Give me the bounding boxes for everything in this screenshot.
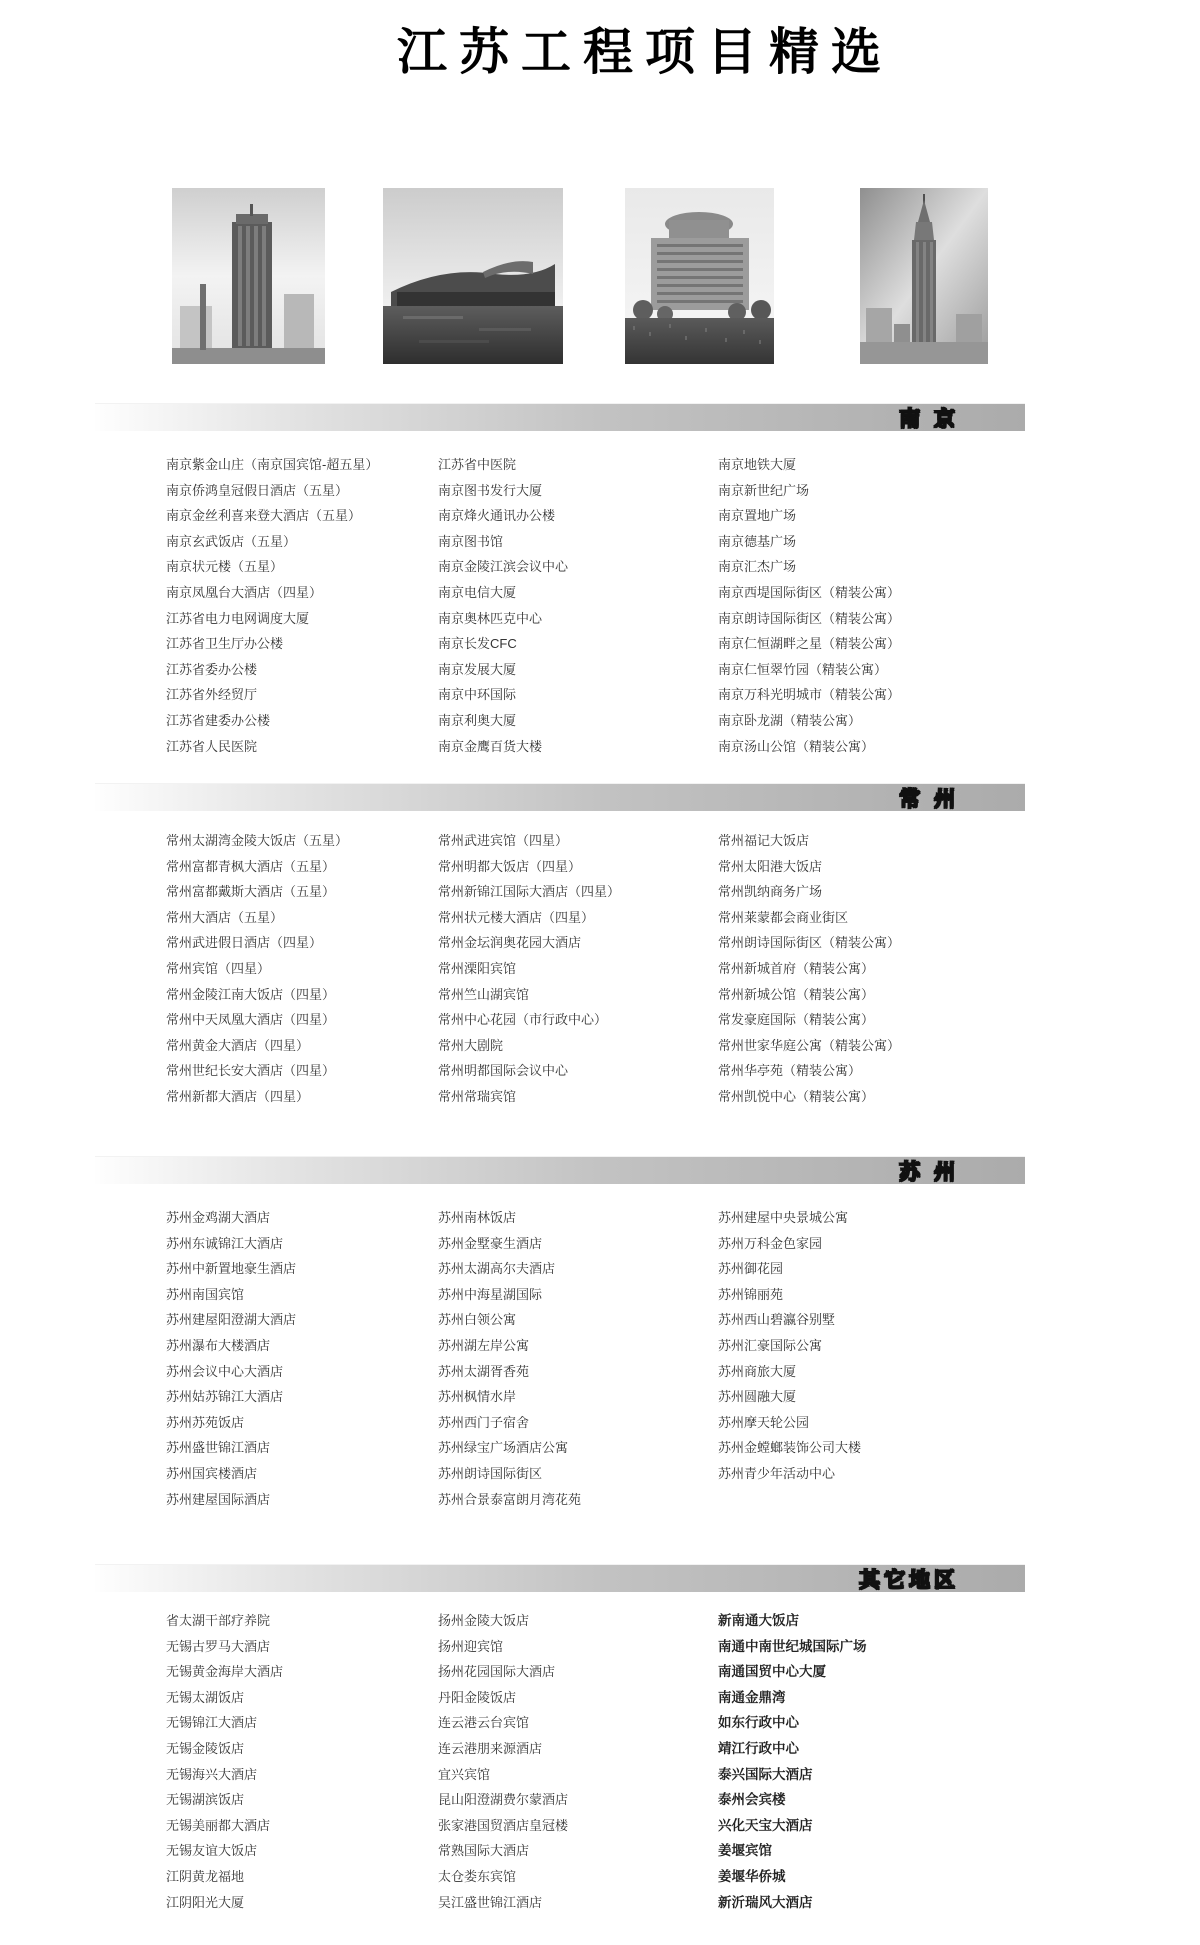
project-item: 无锡友谊大饭店: [166, 1843, 258, 1859]
section-title: 苏 州: [899, 1160, 959, 1184]
project-item: 连云港云台宾馆: [438, 1715, 530, 1731]
project-item: 南京汇杰广场: [718, 559, 797, 575]
project-item: 苏州万科金色家园: [718, 1235, 823, 1251]
project-item: 常州世家华庭公寓（精装公寓）: [718, 1037, 901, 1053]
project-item: 常州新城公馆（精装公寓）: [718, 986, 875, 1002]
project-item: 苏州太湖胥香苑: [438, 1363, 530, 1379]
project-item: 泰兴国际大酒店: [718, 1766, 813, 1782]
project-item: 南京发展大厦: [438, 661, 517, 677]
project-item: 苏州建屋国际酒店: [166, 1491, 271, 1507]
project-item: 苏州南国宾馆: [166, 1286, 245, 1302]
project-item: 南京仁恒翠竹园（精装公寓）: [718, 661, 888, 677]
project-item: 常州朗诗国际街区（精装公寓）: [718, 935, 901, 951]
project-item: 无锡锦江大酒店: [166, 1715, 258, 1731]
project-item: 苏州朗诗国际街区: [438, 1465, 543, 1481]
project-item: 南通金鼎湾: [718, 1689, 786, 1705]
project-column: [718, 1608, 990, 1915]
project-item: 苏州南林饭店: [438, 1210, 517, 1225]
project-item: 南京仁恒湖畔之星（精装公寓）: [718, 636, 901, 652]
section-header-bar: [95, 783, 1025, 811]
project-column: [166, 1205, 438, 1512]
project-item: 江苏省中医院: [438, 457, 517, 472]
project-item: 苏州绿宝广场酒店公寓: [438, 1440, 569, 1456]
project-item: 常州凯纳商务广场: [718, 884, 823, 900]
project-item: 苏州御花园: [718, 1261, 784, 1277]
spire-skyscraper-illustration: [860, 188, 988, 364]
project-item: 常州富都青枫大酒店（五星）: [166, 858, 336, 874]
project-item: 太仓娄东宾馆: [438, 1868, 517, 1884]
project-item: 常州大剧院: [438, 1037, 504, 1053]
project-item: 常州金陵江南大饭店（四星）: [166, 986, 336, 1002]
project-item: 丹阳金陵饭店: [438, 1689, 517, 1705]
project-item: 南京状元楼（五星）: [166, 559, 284, 575]
project-item: 常州太湖湾金陵大饭店（五星）: [166, 833, 349, 848]
project-item: 南京汤山公馆（精装公寓）: [718, 738, 875, 754]
hotel-tower-illustration: [625, 188, 774, 364]
project-item: 常州华亭苑（精装公寓）: [718, 1063, 862, 1079]
project-item: 常州明都大饭店（四星）: [438, 858, 582, 874]
section-header-bar: [95, 1156, 1025, 1184]
project-item: 苏州盛世锦江酒店: [166, 1440, 271, 1456]
project-item: 苏州中海星湖国际: [438, 1286, 543, 1302]
project-item: 扬州金陵大饭店: [438, 1613, 530, 1628]
project-item: 苏州摩天轮公园: [718, 1414, 810, 1430]
project-column: [718, 1205, 990, 1487]
project-item: 泰州会宾楼: [718, 1792, 786, 1808]
project-item: 南京电信大厦: [438, 584, 517, 600]
project-item: 南京凤凰台大酒店（四星）: [166, 584, 323, 600]
project-item: 苏州瀑布大楼酒店: [166, 1337, 271, 1353]
project-item: 南京朗诗国际街区（精装公寓）: [718, 610, 901, 626]
page-title: 江苏工程项目精选: [397, 24, 893, 80]
project-item: 苏州建屋阳澄湖大酒店: [166, 1312, 297, 1328]
project-item: 苏州枫情水岸: [438, 1389, 517, 1405]
project-item: 南京新世纪广场: [718, 482, 810, 498]
project-item: 江苏省委办公楼: [166, 661, 258, 677]
project-item: 无锡金陵饭店: [166, 1740, 245, 1756]
project-column: [166, 1608, 438, 1915]
project-item: 苏州中新置地豪生酒店: [166, 1261, 297, 1277]
project-item: 江苏省建委办公楼: [166, 712, 271, 728]
project-item: 兴化天宝大酒店: [718, 1817, 813, 1833]
office-tower-illustration: [172, 188, 325, 364]
project-item: 南京长发CFC: [438, 636, 517, 652]
project-item: 姜堰宾馆: [718, 1843, 772, 1859]
project-item: 苏州建屋中央景城公寓: [718, 1210, 849, 1225]
project-item: 苏州西门子宿舍: [438, 1414, 530, 1430]
project-item: 南京置地广场: [718, 508, 797, 524]
project-item: 连云港朋来源酒店: [438, 1740, 543, 1756]
project-item: 南京金陵江滨会议中心: [438, 559, 569, 575]
project-column: [166, 452, 438, 759]
project-item: 南京玄武饭店（五星）: [166, 533, 297, 549]
project-item: 常州中心花园（市行政中心）: [438, 1012, 608, 1028]
project-item: 南京卧龙湖（精装公寓）: [718, 712, 862, 728]
project-item: 常州宾馆（四星）: [166, 960, 271, 976]
project-item: 南京西堤国际街区（精装公寓）: [718, 584, 901, 600]
project-item: 苏州金螳螂装饰公司大楼: [718, 1440, 862, 1456]
project-item: 南京奥林匹克中心: [438, 610, 543, 626]
project-item: 常州溧阳宾馆: [438, 960, 517, 976]
project-item: 常州竺山湖宾馆: [438, 986, 530, 1002]
project-item: 南京中环国际: [438, 687, 517, 703]
project-item: 苏州金墅豪生酒店: [438, 1235, 543, 1251]
project-item: 苏州东诚锦江大酒店: [166, 1235, 284, 1251]
project-item: 苏州金鸡湖大酒店: [166, 1210, 271, 1225]
project-item: 无锡美丽都大酒店: [166, 1817, 271, 1833]
project-item: 苏州商旅大厦: [718, 1363, 797, 1379]
project-item: 常熟国际大酒店: [438, 1843, 530, 1859]
project-column: [438, 1205, 710, 1512]
project-item: 苏州苏苑饭店: [166, 1414, 245, 1430]
project-item: 省太湖干部疗养院: [166, 1613, 271, 1628]
project-item: 姜堰华侨城: [718, 1868, 786, 1884]
project-item: 常州新都大酒店（四星）: [166, 1088, 310, 1104]
project-item: 常州武进宾馆（四星）: [438, 833, 569, 848]
project-item: 常州世纪长安大酒店（四星）: [166, 1063, 336, 1079]
project-item: 江苏省电力电网调度大厦: [166, 610, 310, 626]
project-item: 新南通大饭店: [718, 1613, 799, 1628]
project-item: 江苏省卫生厅办公楼: [166, 636, 284, 652]
project-item: 常州常瑞宾馆: [438, 1088, 517, 1104]
project-item: 常州富都戴斯大酒店（五星）: [166, 884, 336, 900]
project-item: 南京侨鸿皇冠假日酒店（五星）: [166, 482, 349, 498]
project-item: 常州新锦江国际大酒店（四星）: [438, 884, 621, 900]
project-item: 南京图书发行大厦: [438, 482, 543, 498]
project-item: 南通中南世纪城国际广场: [718, 1638, 867, 1654]
project-item: 常州大酒店（五星）: [166, 909, 284, 925]
project-item: 苏州锦丽苑: [718, 1286, 784, 1302]
project-item: 南京万科光明城市（精装公寓）: [718, 687, 901, 703]
project-item: 吴江盛世锦江酒店: [438, 1894, 543, 1910]
project-item: 南京金鹰百货大楼: [438, 738, 543, 754]
project-item: 苏州汇豪国际公寓: [718, 1337, 823, 1353]
project-column: [438, 452, 710, 759]
project-item: 常州黄金大酒店（四星）: [166, 1037, 310, 1053]
project-item: 江苏省外经贸厅: [166, 687, 258, 703]
project-item: 苏州西山碧瀛谷别墅: [718, 1312, 836, 1328]
project-item: 苏州白领公寓: [438, 1312, 517, 1328]
project-column: [718, 828, 990, 1110]
project-item: 常州凯悦中心（精装公寓）: [718, 1088, 875, 1104]
project-item: 南京图书馆: [438, 533, 504, 549]
culture-center-illustration: [383, 188, 563, 364]
project-item: 苏州姑苏锦江大酒店: [166, 1389, 284, 1405]
project-item: 常州福记大饭店: [718, 833, 810, 848]
project-column: [438, 828, 710, 1110]
project-item: 无锡太湖饭店: [166, 1689, 245, 1705]
project-item: 无锡黄金海岸大酒店: [166, 1664, 284, 1680]
project-item: 常州莱蒙都会商业街区: [718, 909, 849, 925]
project-item: 扬州迎宾馆: [438, 1638, 504, 1654]
project-column: [166, 828, 438, 1110]
project-item: 无锡海兴大酒店: [166, 1766, 258, 1782]
project-item: 苏州国宾楼酒店: [166, 1465, 258, 1481]
spire-skyscraper-photo: [860, 188, 988, 364]
project-item: 南京烽火通讯办公楼: [438, 508, 556, 524]
project-item: 无锡湖滨饭店: [166, 1792, 245, 1808]
project-item: 扬州花园国际大酒店: [438, 1664, 556, 1680]
section-header-bar: [95, 403, 1025, 431]
project-item: 无锡古罗马大酒店: [166, 1638, 271, 1654]
project-item: 常州中天凤凰大酒店（四星）: [166, 1012, 336, 1028]
project-item: 常州武进假日酒店（四星）: [166, 935, 323, 951]
project-item: 江苏省人民医院: [166, 738, 258, 754]
project-item: 苏州会议中心大酒店: [166, 1363, 284, 1379]
project-item: 如东行政中心: [718, 1715, 799, 1731]
project-item: 南京利奥大厦: [438, 712, 517, 728]
project-item: 常州状元楼大酒店（四星）: [438, 909, 595, 925]
culture-center-photo: [383, 188, 563, 364]
section-title: 南 京: [899, 407, 959, 431]
project-item: 南京紫金山庄（南京国宾馆-超五星）: [166, 457, 379, 472]
office-tower-photo: [172, 188, 325, 364]
project-item: 苏州青少年活动中心: [718, 1465, 836, 1481]
project-item: 常州金坛润奥花园大酒店: [438, 935, 582, 951]
project-item: 常州太阳港大饭店: [718, 858, 823, 874]
project-item: 南京地铁大厦: [718, 457, 797, 472]
project-item: 江阴黄龙福地: [166, 1868, 245, 1884]
section-header-bar: [95, 1564, 1025, 1592]
project-item: 苏州圆融大厦: [718, 1389, 797, 1405]
project-item: 张家港国贸酒店皇冠楼: [438, 1817, 569, 1833]
section-title: 常 州: [899, 787, 959, 811]
project-item: 江阴阳光大厦: [166, 1894, 245, 1910]
section-title: 其它地区: [859, 1568, 959, 1592]
project-item: 南京德基广场: [718, 533, 797, 549]
project-item: 宜兴宾馆: [438, 1766, 491, 1782]
project-item: 靖江行政中心: [718, 1740, 799, 1756]
project-item: 昆山阳澄湖费尔蒙酒店: [438, 1792, 569, 1808]
project-item: 常州明都国际会议中心: [438, 1063, 569, 1079]
project-item: 苏州湖左岸公寓: [438, 1337, 530, 1353]
project-item: 新沂瑞风大酒店: [718, 1894, 813, 1910]
project-item: 南通国贸中心大厦: [718, 1664, 826, 1680]
project-item: 常州新城首府（精装公寓）: [718, 960, 875, 976]
project-item: 常发豪庭国际（精装公寓）: [718, 1012, 875, 1028]
project-item: 南京金丝利喜来登大酒店（五星）: [166, 508, 362, 524]
hotel-tower-photo: [625, 188, 774, 364]
project-column: [438, 1608, 710, 1915]
project-column: [718, 452, 990, 759]
project-item: 苏州合景泰富朗月湾花苑: [438, 1491, 582, 1507]
project-item: 苏州太湖高尔夫酒店: [438, 1261, 556, 1277]
